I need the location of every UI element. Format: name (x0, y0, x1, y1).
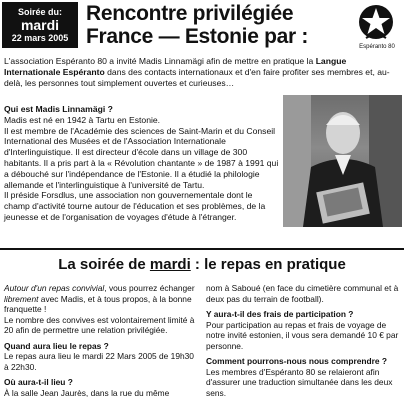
answer-where-continued: nom à Saboué (en face du cimetière communal et à deux pas du terrain de football). (206, 283, 399, 304)
bio-paragraph-3: Il préside Forsdlus, une association non gouvernementale dont le champ d'activité tourne autour de l'éducation et ses problèmes, de la jeunesse et de l'organisation de voyages d'étude à l'étranger. (4, 190, 266, 222)
question-fees: Y aura-t-il des frais de participation ? (206, 309, 354, 319)
convivial-italic: Autour d'un repas convivial (4, 283, 105, 293)
answer-fees: Pour participation au repas et frais de voyage de notre invité estonien, il vous sera demandé 10 € par personne. (206, 319, 399, 351)
intro-paragraph (4, 56, 400, 88)
answer-understand: Les membres d'Espéranto 80 se relaieront afin d'assurer une traduction simultanée dans les deux sens. (206, 366, 393, 398)
intro-text-b: dans des contacts internationaux et d'en faire profiter ses membres et, au-delà, les personnes tout simplement ouvertes et curieuses… (4, 66, 390, 88)
intro-text-a: L'association Espéranto 80 a invité Madis Linnamägi afin de mettre en pratique la (4, 56, 316, 66)
section-title-before: La soirée de (58, 256, 150, 273)
left-column (4, 283, 198, 398)
question-understand: Comment pourrons-nous nous comprendre ? (206, 356, 387, 366)
bio-paragraph-1: Madis est né en 1942 à Tartu en Estonie. (4, 114, 161, 125)
title-line-2: France — Estonie par : (86, 25, 309, 48)
convivial-text-a: , vous pourrez échanger (104, 283, 195, 293)
question-when: Quand aura lieu le repas ? (4, 340, 109, 351)
question-where: Où aura-t-il lieu ? (4, 377, 73, 387)
title-line-1: Rencontre privilégiée (86, 2, 294, 25)
bio-question: Qui est Madis Linnamägi ? (4, 104, 113, 114)
date-label: 22 mars 2005 (11, 32, 69, 43)
answer-when: Le repas aura lieu le mardi 22 Mars 2005 de 19h30 à 22h30. (4, 351, 194, 372)
section-title-underlined: mardi (149, 256, 191, 273)
librement-italic: librement (4, 293, 39, 304)
convivial-text-b: avec Madis, et à tous propos, à la bonne franquette ! (4, 293, 192, 314)
answer-where: À la salle Jean Jaurès, dans la rue du même (4, 387, 170, 398)
section-divider (0, 248, 404, 250)
portrait-photo (283, 95, 402, 227)
convivial-paragraph (4, 283, 198, 315)
bio-paragraph-2: Il est membre de l'Académie des sciences de Saint-Marin et du Conseil International des Musées et de l'Association Internationale d'Interlinguistique. Il est directeur d'école dans un village de 300 habitants. Il a pris part à la « Révolution chantante » de 1987 à 1991 qui a débouché sur l'indépendance de l'Estonie. Il a étudié la philologie allemande et l'interlinguistique à l'université de Tartu. (4, 125, 279, 190)
page-title (86, 2, 348, 48)
section-title-after: : le repas en pratique (190, 256, 346, 273)
soiree-label: Soirée du: (17, 6, 62, 17)
day-label: mardi (20, 16, 60, 33)
limit-paragraph: Le nombre des convives est volontairement limité à 20 afin de permettre une relation privilégiée. (4, 314, 195, 335)
date-badge (2, 2, 78, 48)
bio-section (4, 104, 280, 223)
right-column (206, 283, 400, 398)
logo-caption: Espéranto 80 (359, 44, 395, 50)
intro-highlight: Langue Internationale Espéranto (4, 56, 347, 77)
section-title (0, 256, 404, 273)
